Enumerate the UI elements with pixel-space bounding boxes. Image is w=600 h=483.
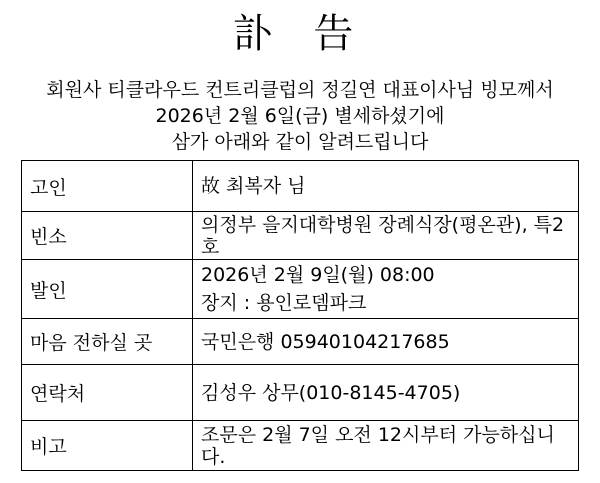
row-condolence-account — [22, 319, 579, 365]
value-deceased: 故 최복자 님 — [193, 161, 579, 212]
row-contact — [22, 365, 579, 421]
value-funeral-hall: 의정부 을지대학병원 장례식장(평온관), 특2호 — [193, 212, 579, 260]
intro-line-3: 삼가 아래와 같이 알려드립니다 — [171, 131, 429, 153]
label-condolence-account: 마음 전하실 곳 — [22, 319, 193, 365]
row-funeral-hall — [22, 212, 579, 260]
label-deceased: 고인 — [22, 161, 193, 212]
label-contact: 연락처 — [22, 365, 193, 421]
row-departure — [22, 260, 579, 319]
value-remarks: 조문은 2월 7일 오전 12시부터 가능하십니다. — [193, 421, 579, 471]
intro-line-1: 회원사 티클라우드 컨트리클럽의 정길연 대표이사님 빙모께서 — [46, 79, 554, 101]
departure-datetime: 2026년 2월 9일(월) 08:00 — [201, 264, 435, 286]
intro-line-2: 2026년 2월 6일(금) 별세하셨기에 — [155, 105, 445, 127]
burial-site: 장지 : 용인로뎀파크 — [201, 292, 367, 314]
label-funeral-hall: 빈소 — [22, 212, 193, 260]
value-condolence-account: 국민은행 05940104217685 — [193, 319, 579, 365]
value-contact: 김성우 상무(010-8145-4705) — [193, 365, 579, 421]
row-deceased — [22, 161, 579, 212]
value-departure — [193, 260, 579, 319]
label-departure: 발인 — [22, 260, 193, 319]
label-remarks: 비고 — [22, 421, 193, 471]
notice-title: 訃 告 — [232, 11, 368, 57]
row-remarks — [22, 421, 579, 471]
notice-details-table — [21, 160, 579, 471]
